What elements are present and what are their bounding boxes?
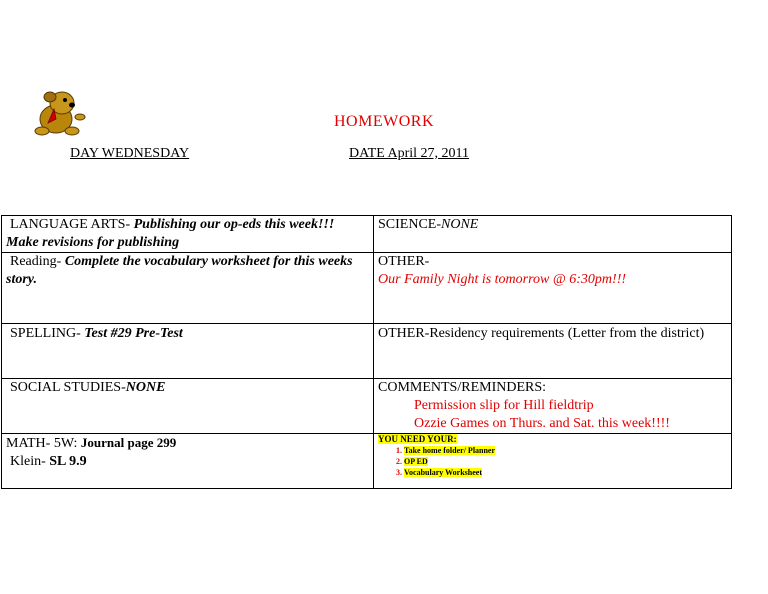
reading-cell: Reading- Complete the vocabulary worksheet for this weeks story. (2, 253, 374, 324)
reminder-item: Ozzie Games on Thurs. and Sat. this week!!!! (414, 416, 670, 431)
other-family-night-cell: OTHER- Our Family Night is tomorrow @ 6:30pm!!! (374, 253, 732, 324)
date-label: DATE April 27, 2011 (349, 146, 470, 161)
table-row (2, 253, 732, 324)
spelling-cell: SPELLING- Test #29 Pre-Test (2, 324, 374, 379)
homework-table (1, 215, 732, 489)
list-item: 1. Take home folder/ Planner (404, 445, 727, 456)
science-cell: SCIENCE-NONE (374, 216, 732, 253)
language-arts-cell: LANGUAGE ARTS- Publishing our op-eds this week!!! Make revisions for publishing (2, 216, 374, 253)
reminder-item: Permission slip for Hill fieldtrip (414, 398, 594, 413)
other-residency-cell: OTHER-Residency requirements (Letter from the district) (374, 324, 732, 379)
table-row (2, 324, 732, 379)
you-need-your-cell (374, 434, 732, 489)
table-row (2, 379, 732, 434)
comments-cell: COMMENTS/REMINDERS: Permission slip for Hill fieldtrip Ozzie Games on Thurs. and Sat. this week!!!! (374, 379, 732, 434)
need-heading: YOU NEED YOUR: (378, 434, 457, 444)
page-title: HOMEWORK (334, 113, 434, 130)
math-cell: MATH- 5W: Journal page 299 Klein- SL 9.9 (2, 434, 374, 489)
list-item: 3. Vocabulary Worksheet (404, 467, 727, 478)
social-studies-cell: SOCIAL STUDIES-NONE (2, 379, 374, 434)
day-label: DAY WEDNESDAY (70, 146, 190, 161)
list-item: 2. OP ED (404, 456, 727, 467)
table-row (2, 216, 732, 253)
table-row (2, 434, 732, 489)
